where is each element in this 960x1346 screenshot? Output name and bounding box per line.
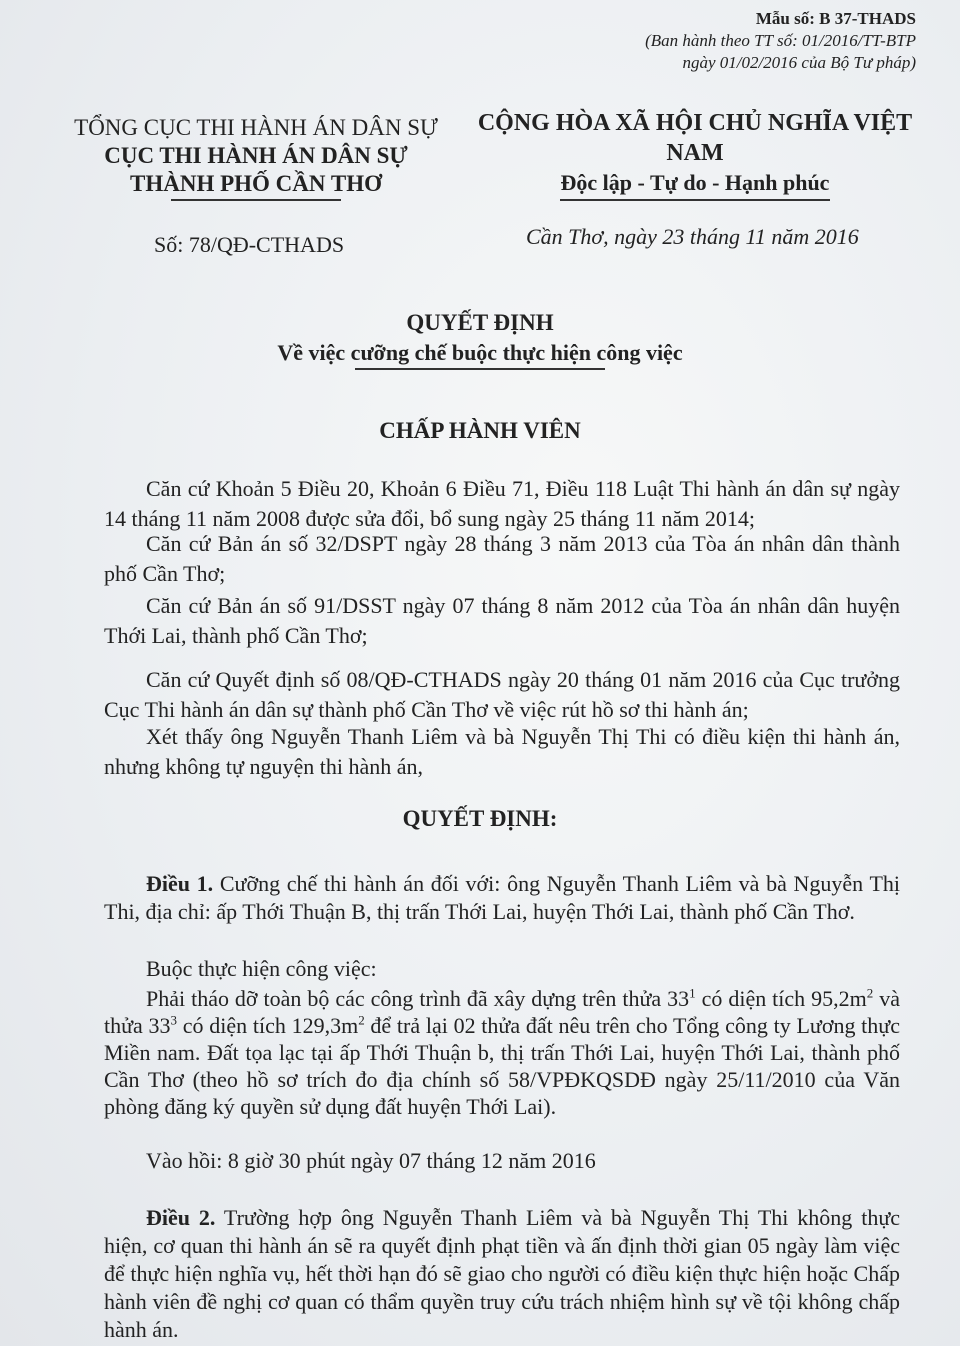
basis-text-1: Căn cứ Khoản 5 Điều 20, Khoản 6 Điều 71, Điều 118 Luật Thi hành án dân sự ngày 14 tháng 11 năm 2008 được sửa đổi, bổ sung ngày 25 tháng 11 năm 2014; [104,476,900,531]
article-2 [104,1204,900,1344]
finding-text: Xét thấy ông Nguyễn Thanh Liêm và bà Nguyễn Thị Thi có điều kiện thi hành án, nhưng không tự nguyện thi hành án, [104,724,900,779]
place-date: Cần Thơ, ngày 23 tháng 11 năm 2016 [526,224,859,249]
document-subtitle-block [0,340,960,370]
article-2-paragraph [104,1204,900,1344]
body-part-b: có diện tích 95,2m [695,986,867,1011]
form-code-block [645,8,916,74]
basis-text-3: Căn cứ Bản án số 91/DSST ngày 07 tháng 8 năm 2012 của Tòa án nhân dân huyện Thới Lai, thành phố Cần Thơ; [104,593,900,648]
document-number: Số: 78/QĐ-CTHADS [154,232,345,257]
body-part-e: để trả lại 02 thửa đất nêu trên cho Tổng công ty Lương thực Miền nam. Đất tọa lạc tại ấp Thới Thuận b, thị trấn Thới Lai, huyện Thới Lai, thành phố Cần Thơ (theo hồ sơ trích đo địa chính số 58/VPĐKQSDĐ ngày 25/11/2010 của Văn phòng đăng ký quyền sử dụng đất huyện Thới Lai). [104,1013,900,1119]
republic-motto: Độc lập - Tự do - Hạnh phúc [560,170,830,195]
agency-header [56,114,456,201]
sup-b: 2 [866,985,874,1001]
article-2-label: Điều 2. [146,1205,216,1230]
basis-paragraph-1 [104,474,900,534]
article-1-text: Cưỡng chế thi hành án đối với: ông Nguyễn Thanh Liêm và bà Nguyễn Thị Thi, địa chỉ: ấp Thới Thuận B, thị trấn Thới Lai, huyện Thới Lai, thành phố Cần Thơ. [104,871,901,924]
decision-heading: QUYẾT ĐỊNH: [402,806,558,831]
basis-paragraph-3 [104,591,900,651]
body-part-c: và thửa 33 [104,986,900,1038]
article-1-time: Vào hồi: 8 giờ 30 phút ngày 07 tháng 12 năm 2016 [146,1148,596,1173]
article-1-body-paragraph [104,985,900,1120]
document-title: QUYẾT ĐỊNH [406,310,554,335]
republic-header [450,108,940,201]
motto-divider [560,199,830,201]
agency-divider [171,199,341,201]
body-part-d: có diện tích 129,3m [177,1013,359,1038]
basis-text-2: Căn cứ Bản án số 32/DSPT ngày 28 tháng 3 năm 2013 của Tòa án nhân dân thành phố Cần Thơ; [104,531,900,586]
subtitle-divider [355,368,605,370]
finding-paragraph [104,722,900,782]
body-part-a: Phải tháo dỡ toàn bộ các công trình đã xây dựng trên thửa 33 [146,986,690,1011]
basis-paragraph-2 [104,529,900,589]
sup-c: 3 [170,1012,178,1028]
article-1-paragraph [104,870,900,926]
republic-name: CỘNG HÒA XÃ HỘI CHỦ NGHĨA VIỆT NAM [477,110,913,166]
article-1 [104,870,900,926]
article-1-label: Điều 1. [146,871,214,896]
article-1-subheading: Buộc thực hiện công việc: [146,956,377,981]
sup-d: 2 [358,1012,365,1028]
form-code-label: Mẫu số: B 37-THADS [755,9,916,28]
authority-heading: CHẤP HÀNH VIÊN [379,418,581,443]
article-1-body [104,985,900,1120]
form-issued-date: ngày 01/02/2016 của Bộ Tư pháp) [682,53,916,72]
document-subtitle: Về việc cưỡng chế buộc thực hiện công việc [277,340,683,365]
basis-text-4: Căn cứ Quyết định số 08/QĐ-CTHADS ngày 20 tháng 01 năm 2016 của Cục trưởng Cục Thi hành án dân sự thành phố Cần Thơ về việc rút hồ sơ thi hành án; [104,667,900,722]
agency-line-3: THÀNH PHỐ CẦN THƠ [130,171,382,196]
agency-line-2: CỤC THI HÀNH ÁN DÂN SỰ [104,143,408,168]
article-2-text: Trường hợp ông Nguyễn Thanh Liêm và bà Nguyễn Thị Thi không thực hiện, cơ quan thi hành án sẽ ra quyết định phạt tiền và ấn định thời gian 05 ngày làm việc để thực hiện nghĩa vụ, hết thời hạn đó sẽ giao cho người có điều kiện thực hiện hoặc Chấp hành viên đề nghị cơ quan có thẩm quyền truy cứu trách nhiệm hình sự về tội không chấp hành án. [104,1205,901,1342]
form-issued-by: (Ban hành theo TT số: 01/2016/TT-BTP [645,31,916,50]
sup-a: 1 [689,985,696,1001]
basis-paragraph-4 [104,665,900,725]
agency-line-1: TỔNG CỤC THI HÀNH ÁN DÂN SỰ [74,115,438,140]
